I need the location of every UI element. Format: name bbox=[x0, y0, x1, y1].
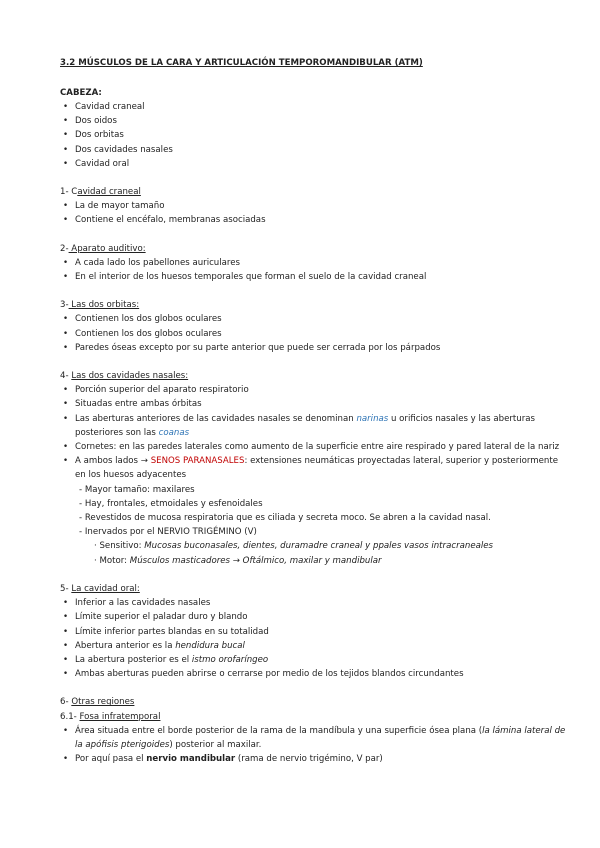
section-aparato-auditivo bbox=[60, 242, 570, 285]
sub-item: - Inervados por el NERVIO TRIGÉMINO (V) bbox=[79, 527, 257, 538]
list-item: • Situadas entre ambas órbitas bbox=[60, 397, 570, 411]
document-page bbox=[60, 58, 570, 766]
list-item: • Cavidad oral bbox=[60, 157, 570, 171]
section-cavidad-craneal bbox=[60, 185, 570, 228]
section-heading: 5- La cavidad oral: bbox=[60, 583, 140, 594]
list-item: • Cavidad craneal bbox=[60, 100, 570, 114]
list-item: • Dos oidos bbox=[60, 114, 570, 128]
section-cavidades-nasales bbox=[60, 369, 570, 568]
list-item: • Cornetes: en las paredes laterales como aumento de la superficie entre aire respirado y pared lateral de la nariz bbox=[60, 440, 570, 454]
narinas-term: narinas bbox=[356, 413, 389, 424]
section-orbitas bbox=[60, 298, 570, 355]
list-item: • Las aberturas anteriores de las cavidades nasales se denominan narinas u orificios nasales y las aberturas posteriores son las coanas bbox=[60, 412, 570, 440]
list-item: • Paredes óseas excepto por su parte anterior que puede ser cerrada por los párpados bbox=[60, 341, 570, 355]
list-item: • Límite inferior partes blandas en su totalidad bbox=[60, 625, 570, 639]
section-heading: 6- Otras regiones bbox=[60, 697, 135, 708]
section-cavidad-oral bbox=[60, 582, 570, 681]
list-item: • En el interior de los huesos temporales que forman el suelo de la cavidad craneal bbox=[60, 270, 570, 284]
section-heading: 1- Cavidad craneal bbox=[60, 187, 141, 198]
section-heading: 4- Las dos cavidades nasales: bbox=[60, 371, 189, 382]
list-item: • Abertura anterior es la hendidura bucal bbox=[60, 639, 570, 653]
list-item: • Ambas aberturas pueden abrirse o cerrarse por medio de los tejidos blandos circundantes bbox=[60, 667, 570, 681]
sub-sub-item: · Sensitivo: Mucosas buconasales, dientes, duramadre craneal y ppales vasos intracraneales bbox=[94, 541, 494, 552]
list-item: • Límite superior el paladar duro y blando bbox=[60, 610, 570, 624]
list-item: • La de mayor tamaño bbox=[60, 199, 570, 213]
section-heading: 2- Aparato auditivo: bbox=[60, 243, 146, 254]
list-item: • Dos orbitas bbox=[60, 128, 570, 142]
coanas-term: coanas bbox=[158, 427, 190, 438]
page-title: 3.2 MÚSCULOS DE LA CARA Y ARTICULACIÓN TEMPOROMANDIBULAR (ATM) bbox=[60, 58, 423, 68]
list-item: • Contiene el encéfalo, membranas asociadas bbox=[60, 213, 570, 227]
list-item: • A ambos lados → SENOS PARANASALES: extensiones neumáticas proyectadas lateral, superior y posteriormente en los huesos adyacentes bbox=[60, 454, 570, 482]
list-item: • Inferior a las cavidades nasales bbox=[60, 596, 570, 610]
list-item: • Por aquí pasa el nervio mandibular (rama de nervio trigémino, V par) bbox=[60, 752, 570, 766]
senos-paranasales-term: SENOS PARANASALES bbox=[150, 456, 245, 467]
list-item: • Contienen los dos globos oculares bbox=[60, 327, 570, 341]
list-item: • Porción superior del aparato respiratorio bbox=[60, 383, 570, 397]
cabeza-list bbox=[60, 100, 570, 171]
sub-sub-item: · Motor: Músculos masticadores → Oftálmico, maxilar y mandibular bbox=[94, 555, 382, 566]
sub-item: - Hay, frontales, etmoidales y esfenoidales bbox=[79, 498, 263, 509]
sub-item: - Mayor tamaño: maxilares bbox=[79, 484, 195, 495]
sub-item: - Revestidos de mucosa respiratoria que es ciliada y secreta moco. Se abren a la cavidad nasal. bbox=[79, 513, 491, 524]
list-item: • La abertura posterior es el istmo orofaríngeo bbox=[60, 653, 570, 667]
section-otras-regiones bbox=[60, 695, 570, 766]
subsection-heading: 6.1- Fosa infratemporal bbox=[60, 711, 161, 722]
list-item: • A cada lado los pabellones auriculares bbox=[60, 256, 570, 270]
cabeza-heading: CABEZA: bbox=[60, 88, 102, 98]
list-item: • Área situada entre el borde posterior de la rama de la mandíbula y una superficie ósea plana (la lámina lateral de la apófisis pterigoides) posterior al maxilar. bbox=[60, 724, 570, 752]
list-item: • Dos cavidades nasales bbox=[60, 143, 570, 157]
section-heading: 3- Las dos orbitas: bbox=[60, 300, 140, 311]
list-item: • Contienen los dos globos oculares bbox=[60, 312, 570, 326]
